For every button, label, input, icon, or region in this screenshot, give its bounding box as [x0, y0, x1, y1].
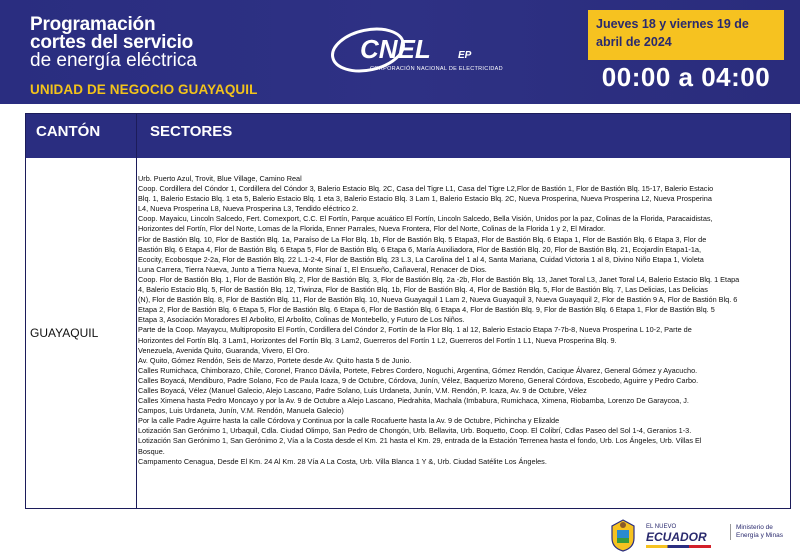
- sector-line: Calles Boyacá, Vélez (Manuel Galecio, Alejo Lascano, Padre Solano, Luis Urdaneta, Junín, V.M. Rendón, P. Icaza, Av. 9 de Octubre, Vélez: [138, 385, 587, 395]
- date-line-2: abril de 2024: [596, 35, 672, 49]
- date-line-1: Jueves 18 y viernes 19 de: [596, 17, 749, 31]
- ecuador-label: ECUADOR: [646, 530, 707, 544]
- title-line-1: Programación: [30, 14, 156, 35]
- sector-line: Lotización San Gerónimo 1, Urbaquil, Cdla. Ciudad Olimpo, San Pedro de Chongón, Urb. Bellavita, Urb. Boquetto, Coop. El Colibrí, Cdlas Paseo del Sol 1-4, Geranios 1-3.: [138, 426, 692, 436]
- cnel-logo-text: CNEL: [360, 34, 431, 64]
- sector-line: Coop. Cordillera del Cóndor 1, Cordillera del Cóndor 3, Balerio Estacio Blq. 2C, Casa del Tigre L1, Casa del Tigre L2,Flor de Bastión 1, Flor de Bastión Blq. 15-17, Balerio Estacio: [138, 184, 714, 194]
- date-box: [588, 10, 784, 60]
- cnel-logo-suffix: EP: [458, 50, 472, 61]
- ministry-line-1: Ministerio de: [736, 524, 773, 531]
- table-header: [26, 114, 790, 158]
- sectores-cell: [136, 174, 790, 467]
- page-title: [30, 16, 197, 70]
- sector-line: Av. Quito, Gómez Rendón, Seis de Marzo, Portete desde Av. Quito hasta 5 de Junio.: [138, 355, 412, 365]
- header-banner: [0, 0, 800, 104]
- sector-line: 4, Balerio Estacio Blq. 5, Flor de Bastión Blq. 12, Tiwinza, Flor de Bastión Blq. 1b, Flor de Bastión Blq. 4, Flor de Bastión Blq. 5, Flor de Bastión Blq. 7, Las Delicias, Las Delicias: [138, 285, 708, 295]
- sector-line: L4, Nueva Prosperina L8, Nueva Prosperina L3, Tendido eléctrico 2.: [138, 204, 359, 214]
- ministry-label: [730, 524, 783, 540]
- flag-stripe: [646, 545, 711, 548]
- footer-logos: [608, 518, 798, 552]
- sector-line: Calles Ximena hasta Pedro Moncayo y por la Av. 9 de Octubre a Alejo Lascano, Piedrahita, Machala (Imbabura, Rumichaca, Ximena, Riobamba, Lorenzo De Garaycoa, J.: [138, 396, 689, 406]
- sector-line: Bastión Blq. 6 Etapa 4, Flor de Bastión Blq. 6 Etapa 5, Flor de Bastión Blq. 6 Etapa 6, María Auxiliadora, Flor de Bastión Blq. 20, Flor de Bastión Blq. 21, Ecojardín Etapa1-1a,: [138, 244, 701, 254]
- sector-line: Calles Rumichaca, Chimborazo, Chile, Coronel, Franco Dávila, Portete, Febres Cordero, Noguchi, Argentina, Gómez Rendón, Cacique Álvarez, General Gómez y Ayacucho.: [138, 365, 698, 375]
- sector-line: Venezuela, Avenida Quito, Guaranda, Vivero, El Oro.: [138, 345, 310, 355]
- ministry-line-2: Energía y Minas: [736, 532, 783, 539]
- sector-line: Por la calle Padre Aguirre hasta la calle Córdova y Continua por la calle Rocafuerte hasta la Av. 9 de Octubre, Pichincha y Elizalde: [138, 416, 560, 426]
- sector-line: Campamento Cenagua, Desde El Km. 24 Al Km. 28 Vía A La Costa, Urb. Villa Blanca 1 Y &, Urb. Ciudad Satélite Los Ángeles.: [138, 456, 547, 466]
- sector-line: Urb. Puerto Azul, Trovit, Blue Village, Camino Real: [138, 174, 302, 183]
- el-nuevo-label: EL NUEVO: [646, 524, 677, 530]
- sector-line: Parte de la Coop. Mayaycu, Multiproposito El Fortín, Cordillera del Cóndor 2, Fortín de la Flor Blq. 1 al 12, Balerio Estacio Etapa 7-7b-8, Nueva Prosperina L 10-2, Parte de: [138, 325, 692, 335]
- sector-line: Horizontes del Fortín Blq. 3 Lam1, Horizontes del Fortín Blq. 3 Lam2, Guerreros del Fortín 1 L2, Guerreros del Fortín 1 L1, Nueva Prosperina Blq. 9.: [138, 335, 617, 345]
- sector-line: Luna Carrera, Tierra Nueva, Junto a Tierra Nueva, Monte Sinaí 1, El Ensueño, Cañaveral, Renacer de Dios.: [138, 264, 487, 274]
- sector-line: Calles Boyacá, Mendiburo, Padre Solano, Fco de Paula Icaza, 9 de Octubre, Córdova, Junín, Vélez, Baquerizo Moreno, General Córdova, Escobedo, Aguirre y Pedro Carbo.: [138, 375, 699, 385]
- title-line-2: cortes del servicio: [30, 32, 194, 53]
- sector-line: Flor de Bastión Blq. 10, Flor de Bastión Blq. 1a, Paraíso de La Flor Blq. 1b, Flor de Bastión Blq. 5 Etapa3, Flor de Bastión Blq. 6 Etapa 1, Flor de Bastión Blq. 6 Etapa 3, Flor de: [138, 234, 707, 244]
- coat-of-arms-icon: [608, 518, 638, 552]
- outage-table: [25, 113, 791, 509]
- sector-line: Bosque.: [138, 446, 165, 456]
- sector-line: Etapa 3, Asociación Moradores El Arbolito, El Arbolito, Colinas de Montebello, y Futuro de Los Niños.: [138, 315, 465, 325]
- cnel-logo-subtitle: CORPORACIÓN NACIONAL DE ELECTRICIDAD: [370, 66, 503, 72]
- title-line-3: de energía eléctrica: [30, 50, 197, 71]
- canton-cell: GUAYAQUIL: [30, 326, 99, 340]
- sector-line: Lotización San Gerónimo 1, San Gerónimo 2, Vía a la Costa desde el Km. 21 hasta el Km. 29, entrada de la Estación Terrenea hasta el fondo, Urb. Los Ángeles, Urb. Villas El: [138, 436, 702, 446]
- column-header-sectores: SECTORES: [150, 123, 233, 140]
- sector-line: Coop. Flor de Bastión Blq. 1, Flor de Bastión Blq. 2, Flor de Bastión Blq. 3, Flor de Bastión Blq. 2a -2b, Flor de Bastión Blq. 13, Janet Toral L3, Janet Toral L4, Balerio Estacio Blq. 1 Etapa: [138, 274, 740, 284]
- sector-line: Ecocity, Ecobosque 2-2a, Flor de Bastión Blq. 22 L.1-2-4, Flor de Bastión Blq. 23 L.3, La Carolina del 1 al 4, Santa Mariana, Cuidad Victoria 1 al 8, Divino Niño Etapa 1, Violeta: [138, 254, 704, 264]
- sector-line: Coop. Mayaicu, Lincoln Salcedo, Fert. Comexport, C.C. El Fortín, Parque acuático El Fortín, Lincoln Salcedo, Bella Visión, Unidos por la paz, Colinas de la Florida, Paracaidistas,: [138, 214, 713, 224]
- sector-line: Etapa 2, Flor de Bastión Blq. 6 Etapa 5, Flor de Bastión Blq. 6 Etapa 6, Flor de Bastión Blq. 6 Etapa 4, Flor de Bastión Blq. 9, Flor de Bastión Blq. 6 Etapa 1, Flor de Bastión Blq. 5: [138, 305, 715, 315]
- business-unit-subtitle: UNIDAD DE NEGOCIO GUAYAQUIL: [30, 82, 258, 97]
- time-range: 00:00 a 04:00: [601, 62, 771, 92]
- sector-line: (N), Flor de Bastión Blq. 8, Flor de Bastión Blq. 11, Flor de Bastión Blq. 10, Nueva Guayaquil 1 Lam 2, Nueva Guayaquil 3, Nueva Guayaquil 2, Flor de Bastión 9 A, Flor de Bastión Blq. 6: [138, 295, 738, 305]
- sector-line: Campos, Luis Urdaneta, Junín, V.M. Rendón, Manuela Galecio): [138, 406, 344, 416]
- column-header-canton: CANTÓN: [36, 123, 101, 140]
- sector-line: Blq. 1, Balerio Estacio Blq. 1 eta 5, Balerio Estacio Blq. 1 eta 3, Balerio Estacio Blq. 3 Lam 1, Balerio Estacio Blq. 2C, Nueva Prosperina, Nueva Prosperina L2, Nueva Prosperina: [138, 194, 712, 204]
- sector-line: Horizontes del Fortín, Flor del Norte, Lomas de la Florida, Enner Parrales, Nueva Frontera, Flor del Norte, Colinas de la Florida 1 y 2, El Mirador.: [138, 224, 606, 234]
